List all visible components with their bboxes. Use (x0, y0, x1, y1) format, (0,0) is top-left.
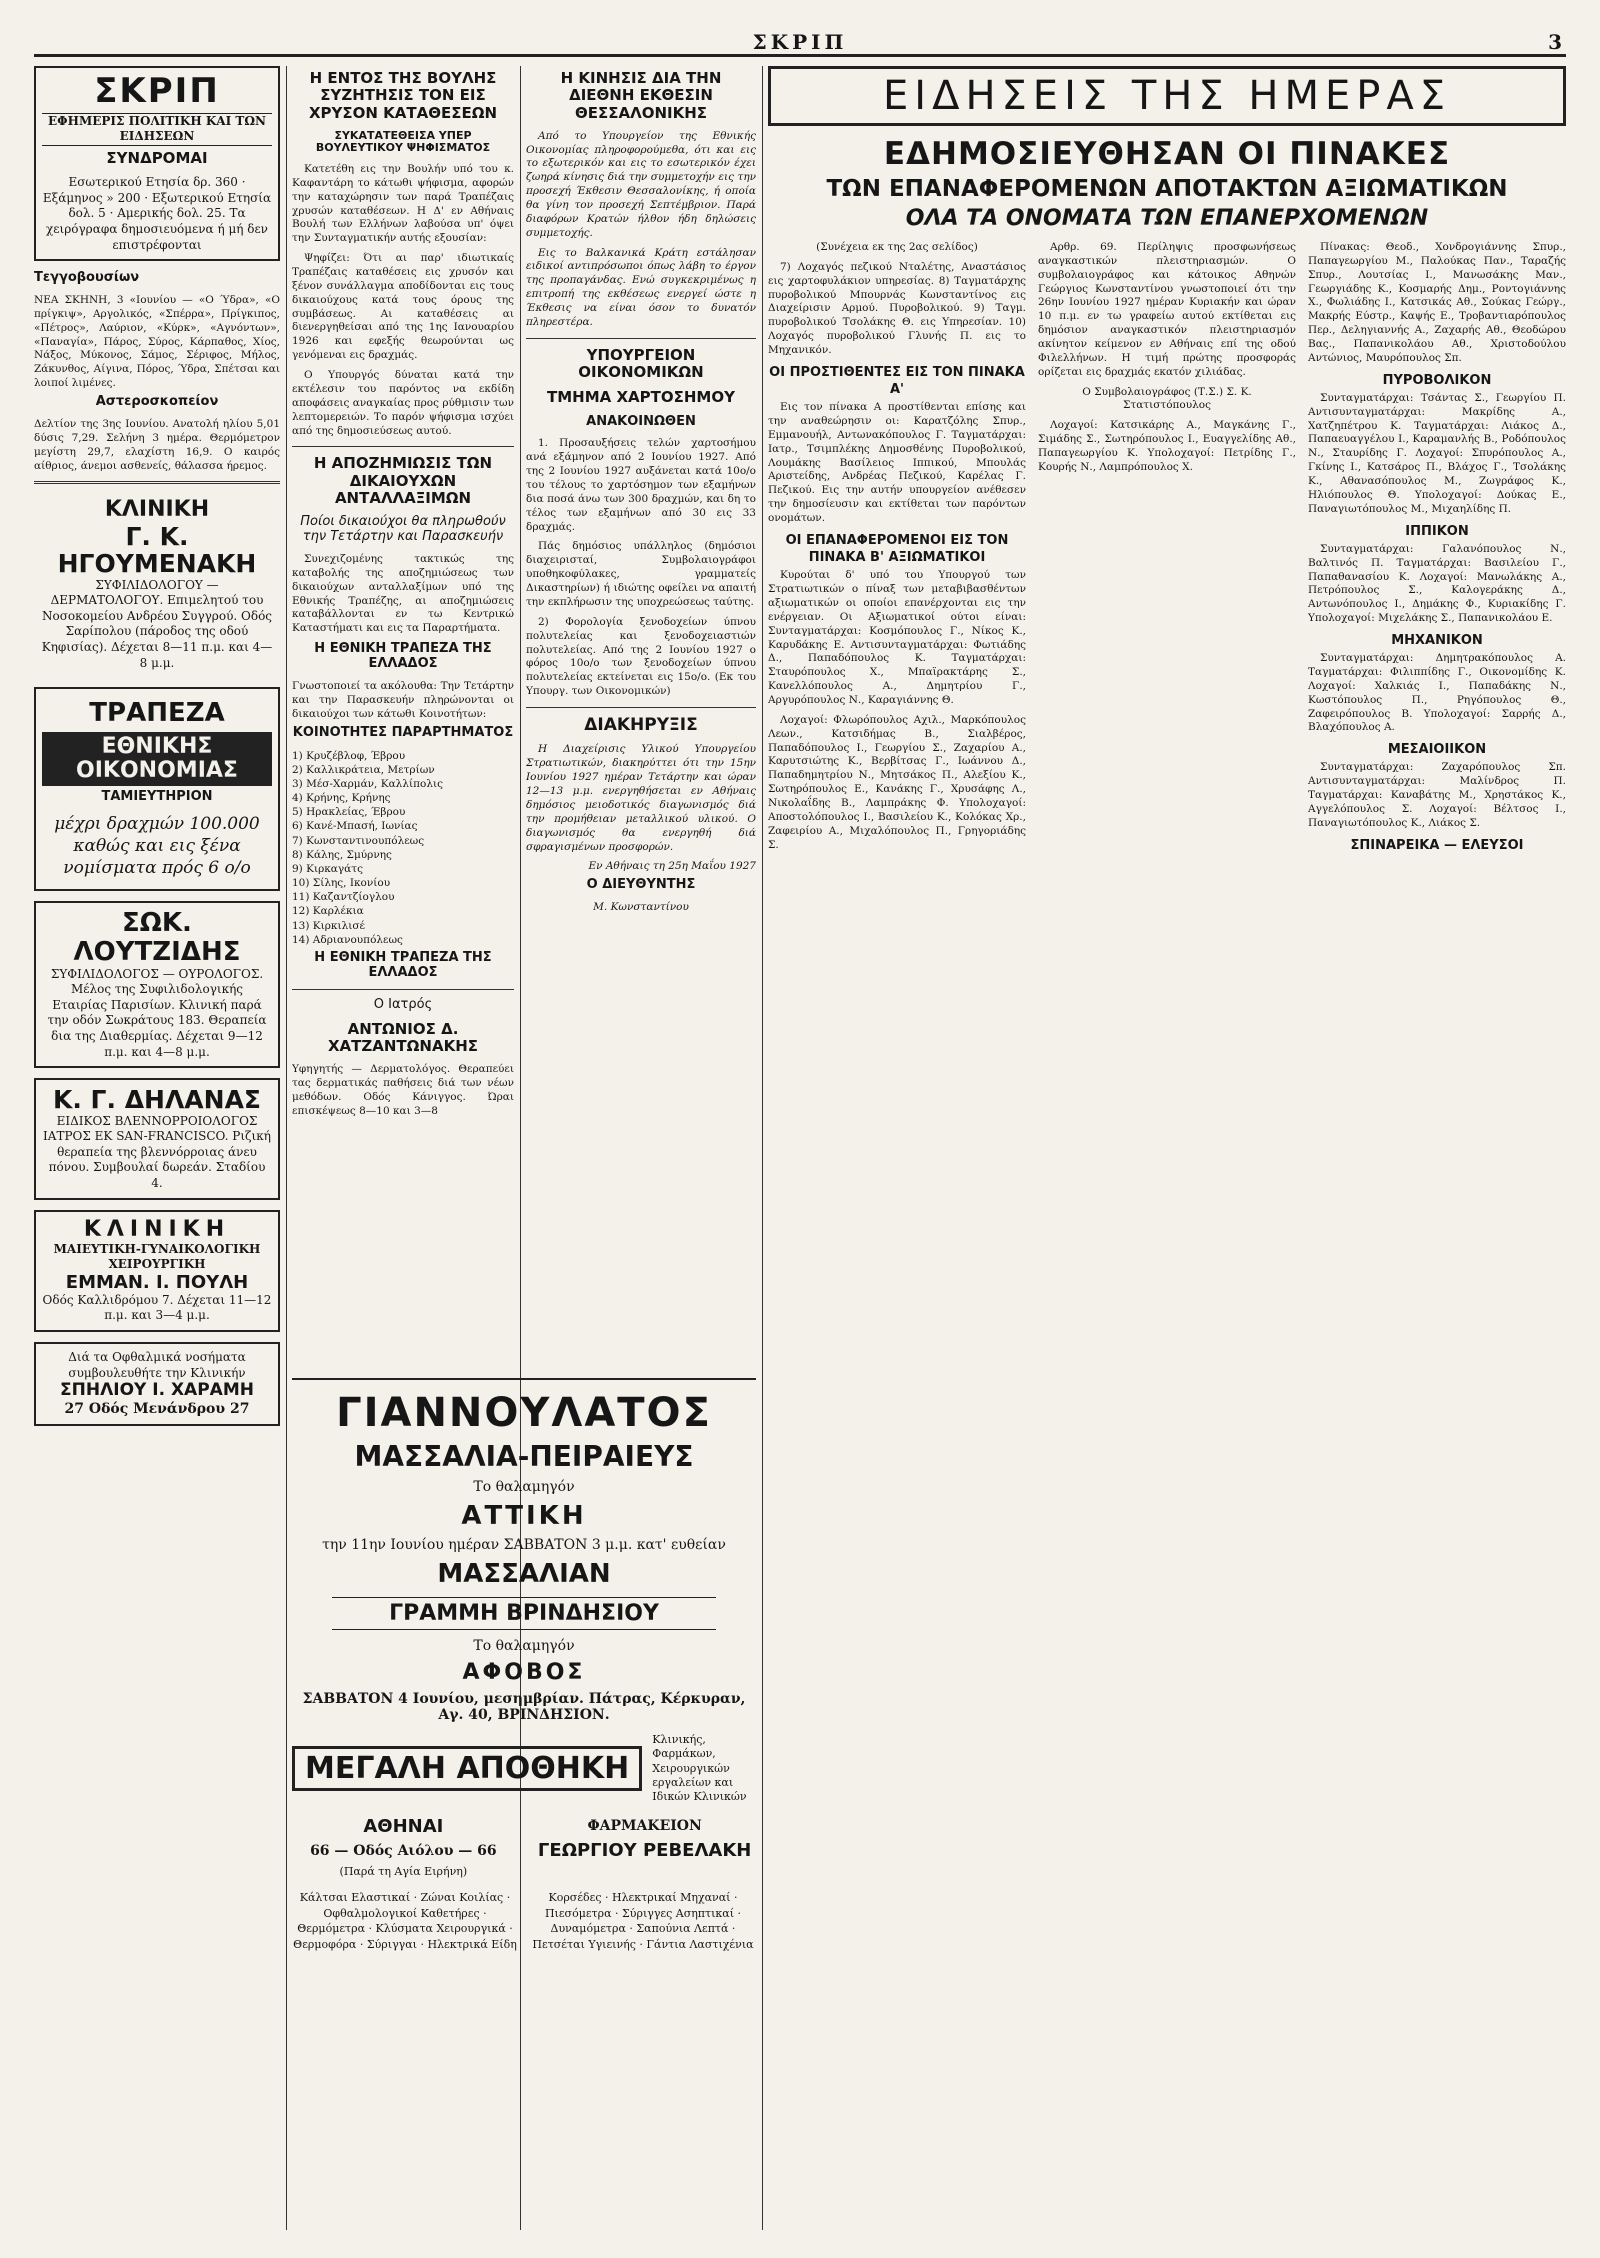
column-ads-left (34, 66, 280, 2230)
masthead (34, 24, 1566, 57)
paper-tagline: ΕΦΗΜΕΡΙΣ ΠΟΛΙΤΙΚΗ ΚΑΙ ΤΩΝ ΕΙΔΗΣΕΩΝ (42, 113, 272, 146)
loutzidis-text: ΣΥΦΙΛΙΔΟΛΟΓΟΣ — ΟΥΡΟΛΟΓΟΣ. Μέλος της Συφιλιδολογικής Εταιρίας Παρισίων. Κλινική παρά την οδόν Σωκράτους 183. Θεραπεία δια της Διαθερμίας. Δέχεται 9—12 π.μ. και 4—8 μ.μ. (47, 966, 267, 1059)
proclamation-headline: ΔΙΑΚΗΡΥΞΙΣ (584, 714, 698, 735)
deposits-para-1: Κατετέθη εις την Βουλήν υπό του κ. Καφαντάρη το κάτωθι ψήφισμα, αφορών την καταχώρησιν των παρά Τραπέζαις χρυσών καταθέσεων. Η Δ' εν Αθήναις Βουλή των Ελλήνων λαβούσα υπ' όψει την Συνταγματικήν αυτής εξουσίαν: (292, 163, 514, 245)
pharmacy-name: ΓΕΩΡΓΙΟΥ ΡΕΒΕΛΑΚΗ (537, 1840, 752, 1862)
weather-text: Δελτίον της 3ης Ιουνίου. Ανατολή ηλίου 5,01 δύσις 7,29. Σελήνη 3 ημέρα. Θερμόμετρον μεγίστη 29,7, ελαχίστη 16,9. Ο καιρός αίθριος, άνεμοι ασθενείς, θάλασσα ήρεμος. (34, 417, 280, 472)
proclamation-date: Εν Αθήναις τη 25η Μαΐου 1927 (588, 860, 756, 873)
news-f-text: Πίνακας: Θεοδ., Χονδρογιάννης Σπυρ., Παπαγεωργίου Μ., Παλούκας Παν., Ταραζής Σπυρ., Λουτσίας Ι., Μανωσάκης Μαν., Γεωργιάδης Κ., Κοσμαρής Δημ., Ροντογιάννης Χ., Φωλιάδης Ι., Κατσικάς Αθ., Σούκας Γεώργ., Μακρής Εύστρ., Καψής Ε., Τροβαντιαρόπουλος Περ., Δεληγιαννής Α., Ζαχαρής Αθ., Θεοδώρου Βας., Παπανικολάου Αθ., Χριστοδούλου Αντώνιος, Μαυρόπουλος Σπ. (1308, 241, 1566, 364)
compensation-para: Συνεχιζομένης τακτικώς της καταβολής της αποζημιώσεως των δικαιούχων ανταλλαξίμων υπό της Εθνικής Τραπέζης, αι αποζημιώσεις καταβάλλονται εν τω Κεντρικώ Καταστήματι και εις τα Παραρτήματα. (292, 552, 514, 635)
news-cap-j: ΣΠΙΝΑΡΕΙΚΑ — ΕΛΕΥΣΟΙ (1350, 837, 1524, 853)
shipping-news-title: Τεγγοβουσίων (34, 270, 140, 286)
masthead-title: ΣΚΡΙΠ (752, 30, 848, 54)
deposits-subheadline: ΣΥΚΑΤΑΤΕΘΕΙΣΑ ΥΠΕΡ ΒΟΥΛΕΥΤΙΚΟΥ ΨΗΦΙΣΜΑΤΟΣ (315, 128, 491, 155)
branch-item: 3) Μέσ-Χαρμάν, Καλλίπολις (292, 777, 443, 790)
lists-published-title: ΕΔΗΜΟΣΙΕΥΘΗΣΑΝ ΟΙ ΠΙΝΑΚΕΣ (883, 136, 1451, 172)
doctor-name: ΑΝΤΩΝΙΟΣ Δ. ΧΑΤΖΑΝΤΩΝΑΚΗΣ (327, 1019, 478, 1055)
ophthalmic-name: ΣΠΗΛΙΟΥ Ι. ΧΑΡΑΜΗ (60, 1380, 254, 1401)
branch-item: 11) Καζαντζίογλου (292, 891, 395, 904)
bank-notice-text: Γνωστοποιεί τα ακόλουθα: Την Τετάρτην και την Παρασκευήν πληρώνονται οι δικαιούχοι των κάτωθι Κοινοτήτων: (292, 680, 514, 720)
clinic-ad (34, 492, 280, 677)
pouli-clinic-sub: ΜΑΙΕΥΤΙΚΗ-ΓΥΝΑΙΚΟΛΟΓΙΚΗ ΧΕΙΡΟΥΡΓΙΚΗ (53, 1241, 261, 1272)
newspaper-page (34, 24, 1566, 2230)
bank-ad-text: μέχρι δραχμών 100.000 καθώς και εις ξένα νομίσματα πρός 6 ο/ο (54, 814, 260, 879)
proclamation-para: Η Διαχείρισις Υλικού Υπουργείου Στρατιωτικών, διακηρύττει ότι την 15ην Ιουνίου 1927 ημέραν Τετάρτην και ώραν 12—13 μ.μ. ενεργηθήσεται εν Αθήναις δημόσιος μειοδοτικός διαγωνισμός διά την προμήθειαν μεταλλικού υλικού. Ο διαγωνισμός θα ενεργηθή διά σφραγισμένων προσφορών. (526, 743, 756, 853)
news-cap-i: ΜΕΣΑΙΟΙΙΚΟΝ (1387, 742, 1487, 758)
bank-sign: Η ΕΘΝΙΚΗ ΤΡΑΠΕΖΑ ΤΗΣ ΕΛΛΑΔΟΣ (314, 949, 492, 980)
proclamation-role: Ο ΔΙΕΥΘΥΝΤΗΣ (586, 877, 696, 893)
bank-ad-name: ΕΘΝΙΚΗΣ ΟΙΚΟΝΟΜΙΑΣ (42, 732, 272, 786)
clinic-ad-text: ΣΥΦΙΛΙΔΟΛΟΓΟΥ — ΔΕΡΜΑΤΟΛΟΓΟΥ. Επιμελητού του Νοσοκομείου Ανδρέου Συγγρού. Οδός Σαρίπολου (πάροδος της οδού Κηφισίας). Δέχεται 8—11 π.μ. και 4—8 μ.μ. (41, 577, 273, 670)
branch-item: 14) Αδριανουπόλεως (292, 933, 403, 946)
news-cap-a: ΟΙ ΠΡΟΣΤΙΘΕΝΤΕΣ ΕΙΣ ΤΟΝ ΠΙΝΑΚΑ Α' (769, 364, 1025, 398)
news-j-text: Συνταγματάρχαι: Ζαχαρόπουλος Σπ. Αντισυνταγματάρχαι: Μαλίνδρος Π. Ταγματάρχαι: Καναβάτης Μ., Χρηστάκος Κ., Αγγελόπουλος Σ. Λοχαγοί: Βέλτσος Ι., Παναγιωτόπουλος Κ., Λιάκος Σ. (1308, 761, 1566, 829)
loutzidis-name: ΣΩΚ. ΛΟΥΤΖΙΔΗΣ (73, 908, 241, 967)
branch-item: 4) Κρήνης, Κρήνης (292, 792, 391, 805)
branch-item: 7) Κωνσταντινουπόλεως (292, 834, 425, 847)
loutzidis-ad (34, 901, 280, 1068)
bank-ad-sub: ΤΑΜΙΕΥΤΗΡΙΟΝ (101, 789, 213, 805)
warehouse-tag: Κλινικής, Φαρμάκων, Χειρουργικών εργαλείων και Ιδικών Κλινικών (652, 1733, 747, 1804)
compensation-question: Ποίοι δικαιούχοι θα πληρωθούν την Τετάρτην και Παρασκευήν (300, 514, 506, 545)
ophthalmic-ad (34, 1342, 280, 1426)
branch-item: 8) Κάλης, Σμύρνης (292, 848, 392, 861)
subscriptions-text: Εσωτερικού Ετησία δρ. 360 · Εξάμηνος » 200 · Εξωτερικού Ετησία δολ. 5 · Αμερικής δολ. 25. Τα χειρόγραφα δημοσιευόμενα ή μή δεν επιστρέφονται (42, 175, 272, 252)
giannoulatos-line4: ΣΑΒΒΑΤΟΝ 4 Ιουνίου, μεσημβρίαν. Πάτρας, Κέρκυραν, Αγ. 40, ΒΡΙΝΔΗΣΙΟΝ. (302, 1691, 746, 1723)
ophthalmic-addr: 27 Οδός Μενάνδρου 27 (64, 1400, 250, 1417)
news-k-text: Λοχαγοί: Κατσικάρης Α., Μαγκάνης Γ., Σιμάδης Σ., Σωτηρόπουλος Ι., Ευαγγελίδης Αθ., Παπαγεωργίου Κ. Υπολοχαγοί: Πετρίδης Γ., Κουρής Ν., Λαμπρόπουλος Χ. (1038, 419, 1296, 473)
stamp-dept: ΤΜΗΜΑ ΧΑΡΤΟΣΗΜΟΥ (547, 388, 735, 407)
stamp-para-2: Πάς δημόσιος υπάλληλος (δημόσιοι διαχειρισταί, Συμβολαιογράφοι υποθηκοφύλακες, γραμματείς Δικαστηρίων) ή ιδιώτης οφείλει να απαιτή την εκπλήρωσιν της υποχρεώσεως ταύτης. (526, 540, 756, 608)
exhibition-para-2: Εις το Βαλκανικά Κράτη εστάλησαν ειδικοί αντιπρόσωποι όπως λάβη το έργον της προπαγάνδας. Ενώ συγκεκριμένως η επιτροπή της εκθέσεως ενεργεί ώστε η Έκθεσις να είναι όσον το δυνατόν πληρεστέρα. (526, 246, 756, 328)
branches-cap: ΚΟΙΝΟΤΗΤΕΣ ΠΑΡΑΡΤΗΜΑΤΟΣ (292, 724, 514, 740)
pouli-clinic-text: Οδός Καλλιδρόμου 7. Δέχεται 11—12 π.μ. και 3—4 μ.μ. (42, 1292, 272, 1323)
compensation-headline: Η ΑΠΟΖΗΜΙΩΣΙΣ ΤΩΝ ΔΙΚΑΙΟΥΧΩΝ ΑΝΤΑΛΛΑΞΙΜΩΝ (313, 454, 493, 507)
giannoulatos-line1: Το θαλαμηγόν (473, 1479, 575, 1495)
bank-ad-title: ΤΡΑΠΕΖΑ (89, 698, 225, 729)
page-number: 3 (1548, 30, 1566, 54)
pouli-clinic-name: ΕΜΜΑΝ. Ι. ΠΟΥΛΗ (65, 1271, 249, 1293)
giannoulatos-name: ΓΙΑΝΝΟΥΛΑΤΟΣ (336, 1390, 712, 1436)
warehouse-city: ΑΘΗΝΑΙ (363, 1816, 444, 1838)
news-a-text: 7) Λοχαγός πεζικού Νταλέτης, Αναστάσιος εις χαρτοφυλάκιον υπηρεσίας. 8) Ταγματάρχης πυροβολικού Μπουρνάς Κωνσταντίνος εις Διαχείρισιν Αρμού. Πυροβολικού. 9) Ταγμ. πυροβολικού Τσολάκης Θ. εις Υπηρεσίαν. 10) Λοχαγός πυροβολικού Γλυνής Π. εις το Μηχανικόν. (768, 260, 1026, 357)
giannoulatos-line3: Το θαλαμηγόν (473, 1638, 575, 1654)
pharmacy-list-b: Κορσέδες · Ηλεκτρικαί Μηχαναί · Πιεσόμετρα · Σύριγγες Ασηπτικαί · Δυναμόμετρα · Σαπούνια Λεπτά · Πετσέται Υγιεινής · Γάντια Λαστιχένια (532, 1891, 754, 1951)
column-rule (286, 66, 287, 2230)
news-b-text: Εις τον πίνακα Α προστίθενται επίσης και την αναθεώρησιν οι: Καρατζόλης Σπυρ., Εμμανουήλ, Αντωνακόπουλος Γ. Ταγματάρχαι: Ιατρ., Τσιμπλέκης Δημοσθένης Πυροβολικού, Λουμάκης Βασίλειος Ιππικού, Μπουλάς Αριστείδης, Ανδρέας Πεζικού, Καρέλας Γ. Πεζικού. Εις την αυτήν υπουργείον ανέθεσεν την δημοσίευσιν και εκτίθεται των παρόντων ονομάτων. (768, 401, 1026, 525)
announcement-cap: ΑΝΑΚΟΙΝΩΘΕΝ (586, 413, 696, 429)
branch-item: 13) Κιρκιλισέ (292, 919, 365, 932)
giannoulatos-ship1: ΑΤΤΙΚΗ (461, 1501, 587, 1531)
paper-name: ΣΚΡΙΠ (94, 71, 220, 111)
news-h-text: Συνταγματάρχαι: Γαλανόπουλος Ν., Βαλτινός Π. Ταγματάρχαι: Βασιλείου Γ., Παπαθανασίου Κ. Λοχαγοί: Μανωλάκης Α., Πετρόπουλος Σ., Καλογεράκης Δ., Αντωνόπουλος Ι., Δημάκης Φ., Κυριακίδης Γ. Υπολοχαγοί: Μιχελάκης Σ., Παπανικολάου Ε. (1308, 542, 1566, 625)
subscriptions-title: ΣΥΝΔΡΟΜΑΙ (106, 148, 208, 167)
branch-item: 2) Καλλικράτεια, Μετρίων (292, 763, 435, 776)
pouli-clinic-title: ΚΛΙΝΙΚΗ (83, 1216, 231, 1242)
giannoulatos-dest: ΜΑΣΣΑΛΙΑΝ (437, 1559, 611, 1589)
branch-item: 12) Καρλέκια (292, 905, 364, 918)
paper-info-box (34, 66, 280, 261)
news-cap-b: ΟΙ ΕΠΑΝΑΦΕΡΟΜΕΝΟΙ ΕΙΣ ΤΟΝ ΠΙΝΑΚΑ Β' ΑΞΙΩΜΑΤΙΚΟΙ (785, 532, 1009, 566)
bank-notice-cap: Η ΕΘΝΙΚΗ ΤΡΑΠΕΖΑ ΤΗΣ ΕΛΛΑΔΟΣ (314, 641, 492, 672)
giannoulatos-route: ΜΑΣΣΑΛΙΑ-ΠΕΙΡΑΙΕΥΣ (354, 1440, 694, 1473)
column-news-of-day (768, 66, 1566, 2230)
bank-ad (34, 687, 280, 891)
dilanas-ad (34, 1078, 280, 1199)
giannoulatos-ship2: ΑΦΟΒΟΣ (462, 1660, 586, 1685)
news-cap-g: ΙΠΠΙΚΟΝ (1405, 523, 1469, 539)
pharmacy-list-a: Κάλτσαι Ελαστικαί · Ζώναι Κοιλίας · Οφθαλμολογικοί Καθετήρες · Θερμόμετρα · Κλύσματα Χειρουργικά · Θερμοφόρα · Σύριγγαι · Ηλεκτρικά Είδη (293, 1891, 517, 1951)
ophthalmic-text: Διά τα Οφθαλμικά νοσήματα συμβουλευθήτε την Κλινικήν (68, 1349, 246, 1380)
news-cap-f: ΠΥΡΟΒΟΛΙΚΟΝ (1382, 372, 1492, 388)
branch-item: 6) Κανέ-Μπασή, Ιωνίας (292, 820, 418, 833)
news-g-text: Συνταγματάρχαι: Τσάντας Σ., Γεωργίου Π. Αντισυνταγματάρχαι: Μακρίδης Α., Χατζηπέτρου Κ. Ταγματάρχαι: Λιάκος Δ., Παπαευαγγέλου Ι., Καραμανλής Β., Ροδόπουλος Ν., Σταυρίδης Γ. Λοχαγοί: Σπυρόπουλος Α., Γκίνης Ι., Κατσάρος Π., Βλάχος Γ., Τσολάκης Κ., Αθανασόπουλος Μ., Ζωγράφος Κ., Ηλιόπουλος Θ. Υπολοχαγοί: Δούκας Ε., Παναγιωτόπουλος Μ., Μιχαηλίδης Π. (1308, 391, 1566, 515)
lists-published-sub1: ΤΩΝ ΕΠΑΝΑΦΕΡΟΜΕΝΩΝ ΑΠΟΤΑΚΤΩΝ ΑΞΙΩΜΑΤΙΚΩΝ (826, 176, 1508, 202)
warehouse-note: (Παρά τη Αγία Ειρήνη) (339, 1865, 468, 1879)
shipping-news-text: ΝΕΑ ΣΚΗΝΗ, 3 «Ιουνίου — «Ο Ύδρα», «Ο πρίγκιψ», Αργολικός, «Σπέρρα», Πρίγκιπος, «Πέτρος», Λαύριον, «Κύρκ», «Αγνόντων», «Παναγία», Πάρος, Σύρος, Κάρπαθος, Χίος, Νάξος, Μύκονος, Σάμος, Σέριφος, Μήλος, Ζάκυνθος, Αίγινα, Πόρος, Ύδρα, Σπέτσαι και λοιποί λιμένες. (34, 294, 280, 390)
news-cap-h: ΜΗΧΑΝΙΚΟΝ (1391, 632, 1483, 648)
doctor-cap: Ο Ιατρός (373, 996, 433, 1012)
clinic-ad-name: Γ. Κ. ΗΓΟΥΜΕΝΑΚΗ (57, 521, 257, 579)
news-d-text: Λοχαγοί: Φλωρόπουλος Αχιλ., Μαρκόπουλος Λεων., Κατσιδήμας Β., Σιαλβέρος, Παπαδόπουλος Ι., Γεωργίου Σ., Ζαχαρίου Α., Καρυτσιώτης Κ., Βερβίτσας Γ., Ιωάννου Δ., Παπαδημητρίου Ν., Μητσάκος Π., Αλεξίου Κ., Σωτηρόπουλος Ε., Κανάκης Γ., Χρυσάφης Λ., Νικολαΐδης Β., Λαμπράκης Φ. Υπολοχαγοί: Αποστολόπουλος Ι., Βασιλείου Κ., Κολόκας Χρ., Ζαφειρίου Α., Μιχαλόπουλος Π., Γρηγοριάδης Σ. (768, 713, 1026, 851)
clinic-ad-title: ΚΛΙΝΙΚΗ (104, 497, 210, 523)
lists-published-sub2: ΟΛΑ ΤΑ ΟΝΟΜΑΤΑ ΤΩΝ ΕΠΑΝΕΡΧΟΜΕΝΩΝ (905, 206, 1429, 231)
pharmacy-cap: ΦΑΡΜΑΚΕΙΟΝ (587, 1818, 702, 1835)
doctor-text: Υφηγητής — Δερματολόγος. Θεραπεύει τας δερματικάς παθήσεις διά των νέων μεθόδων. Οδός Κάνιγγος. Ώραι επισκέψεως 8—10 και 3—8 (292, 1063, 514, 1117)
deposits-headline: Η ΕΝΤΟΣ ΤΗΣ ΒΟΥΛΗΣ ΣΥΖΗΤΗΣΙΣ ΤΟΝ ΕΙΣ ΧΡΥΣΟΝ ΚΑΤΑΘΕΣΕΩΝ (308, 69, 498, 122)
column-exhibition (526, 66, 756, 1328)
continued-note: (Συνέχεια εκ της 2ας σελίδος) (816, 241, 978, 253)
dilanas-name: Κ. Γ. ΔΗΛΑΝΑΣ (52, 1085, 262, 1115)
column-rule (762, 66, 763, 2230)
deposits-para-3: Ο Υπουργός δύναται κατά την εκτέλεσιν του παρόντος να εκδίδη αποφάσεις αναγκαίας προς ρύθμισιν των λεπτομερειών. Το παρόν ψήφισμα ισχύει από της δημοσιεύσεως αυτού. (292, 369, 514, 437)
proclamation-signer: Μ. Κωνσταντίνου (593, 901, 689, 914)
giannoulatos-ad (292, 1378, 756, 1952)
news-e-text: Αρθρ. 69. Περίληψις προσφωνήσεως αναγκαστικών πλειστηριασμών. Ο συμβολαιογράφος και κάτοικος Αθηνών Γεώργιος Κωνσταντίνου γνωστοποιεί ότι την 26ην Ιουνίου 1927 ημέραν Κυριακήν και ώραν 10 π.μ. εν τω γραφείω αυτού εκτίθεται εις δημόσιον αναγκαστικόν πλειστηριασμόν ακίνητον κείμενον εν Αθήναις επί της οδού Φιλελλήνων. Η τιμή πρώτης προσφοράς ορίζεται εις δραχμάς εκατόν χιλιάδας. (1038, 241, 1296, 378)
warehouse-title: ΜΕΓΑΛΗ ΑΠΟΘΗΚΗ (292, 1746, 642, 1791)
news-i-text: Συνταγματάρχαι: Δημητρακόπουλος Α. Ταγματάρχαι: Φιλιππίδης Γ., Οικονομίδης Κ. Λοχαγοί: Χαλκιάς Ι., Παπαδάκης Ν., Κωστόπουλος Π., Ρηγόπουλος Θ., Ζαφειρόπουλος Β. Υπολοχαγοί: Σαρρής Δ., Βλαχόπουλος Α. (1308, 652, 1566, 734)
weather-title: Αστεροσκοπείον (95, 394, 219, 410)
branch-item: 10) Σίλης, Ικονίου (292, 877, 391, 890)
giannoulatos-line2: την 11ην Ιουνίου ημέραν ΣΑΒΒΑΤΟΝ 3 μ.μ. κατ' ευθείαν (322, 1537, 726, 1553)
giannoulatos-route2: ΓΡΑΜΜΗ ΒΡΙΝΔΗΣΙΟΥ (332, 1597, 716, 1630)
news-e-sign: Ο Συμβολαιογράφος (Τ.Σ.) Σ. Κ. Στατιστόπουλος (1082, 385, 1252, 412)
dilanas-text: ΕΙΔΙΚΟΣ ΒΛΕΝΝΟΡΡΟΙΟΛΟΓΟΣ ΙΑΤΡΟΣ ΕΚ SAN-FRANCISCO. Ριζική θεραπεία της βλεννόρροιας άνευ πόνου. Συμβουλαί δωρεάν. Σταδίου 4. (43, 1113, 271, 1190)
branch-item: 9) Κιρκαγάτς (292, 862, 363, 875)
deposits-para-2: Ψηφίζει: Ότι αι παρ' ιδιωτικαίς Τραπέζαις καταθέσεις εις χρυσόν και ξένον συνάλλαγμα αποδίδονται εις τους δικαιούχους κατά τους όρους της συμβάσεως. Αι καταθέσεις αι διενεργηθείσαι από της 1ης Ιανουαρίου 1926 και εφεξής θεωρούνται ως γενόμεναι εις δραχμάς. (292, 252, 514, 362)
finance-ministry-headline: ΥΠΟΥΡΓΕΙΟΝ ΟΙΚΟΝΟΜΙΚΩΝ (578, 345, 704, 382)
column-deposits (292, 66, 514, 1328)
branch-item: 1) Κρυζέβλοφ, Έβρου (292, 749, 406, 762)
stamp-para-3: 2) Φορολογία ξενοδοχείων ύπνου πολυτελείας και ξενοδοχειαστιών πολυτελείας. Από της 2 Ιουνίου 1927 ο φόρος 10ο/ο των ξενοδοχείων ύπνου πολυτελείας εκτείνεται εις 15ο/ο. (Εκ του Υπουργ. των Οικονομικών) (526, 615, 756, 698)
exhibition-headline: Η ΚΙΝΗΣΙΣ ΔΙΑ ΤΗΝ ΔΙΕΘΝΗ ΕΚΘΕΣΙΝ ΘΕΣΣΑΛΟΝΙΚΗΣ (560, 69, 722, 122)
stamp-para-1: 1. Προσαυξήσεις τελών χαρτοσήμου ανά εξάμηνον από 2 Ιουνίου 1927. Από της 2 Ιουνίου 1927 αυξάνεται κατά 10ο/ο του τέλους το χαρτόσημον των εξαμήνων δια ποσά άνω των 300 δραχμών, και δη το τέλος των εξαμήνων από 30 εις 33 δραχμάς. (526, 437, 756, 533)
branch-item: 5) Ηρακλείας, Έβρου (292, 806, 406, 819)
pouli-clinic-ad (34, 1210, 280, 1332)
news-of-day-ribbon: ΕΙΔΗΣΕΙΣ ΤΗΣ ΗΜΕΡΑΣ (768, 66, 1566, 126)
branches-list (292, 749, 514, 947)
warehouse-addr: 66 — Οδός Αιόλου — 66 (310, 1843, 497, 1860)
news-c-text: Κυρούται δ' υπό του Υπουργού των Στρατιωτικών ο πίναξ των μεταβιβασθέντων αξιωματικών οι οποίοι επανέρχονται εις την ενέργειαν. Οι Αξιωματικοί ούτοι είναι: Συνταγματάρχαι: Κοσμόπουλος Γ., Νίκος Κ., Καρυδάκης Ε. Αντισυνταγματάρχαι: Φωτιάδης Δ., Παπαδόπουλος Κ. Ταγματάρχαι: Σταυρόπουλος Χ., Μπαϊρακτάρης Σ., Κανελλόπουλος Α., Δημητρίου Γ., Αργυρόπουλος Ν., Καραγιάννης Θ. (768, 569, 1026, 706)
exhibition-para-1: Από το Υπουργείον της Εθνικής Οικονομίας πληροφορούμεθα, ότι και εις το εξωτερικόν και εις το εσωτερικόν έχει ζωηρά κίνησις διά την συμμετοχήν εις την προσεχή Έκθεσιν Θεσσαλονίκης, ή οποία θα γίνη τον προσεχή Σεπτέμβριον. Παρά διαφόρων Κρατών ήλθον ήδη δηλώσεις συμμετοχής. (526, 129, 756, 239)
